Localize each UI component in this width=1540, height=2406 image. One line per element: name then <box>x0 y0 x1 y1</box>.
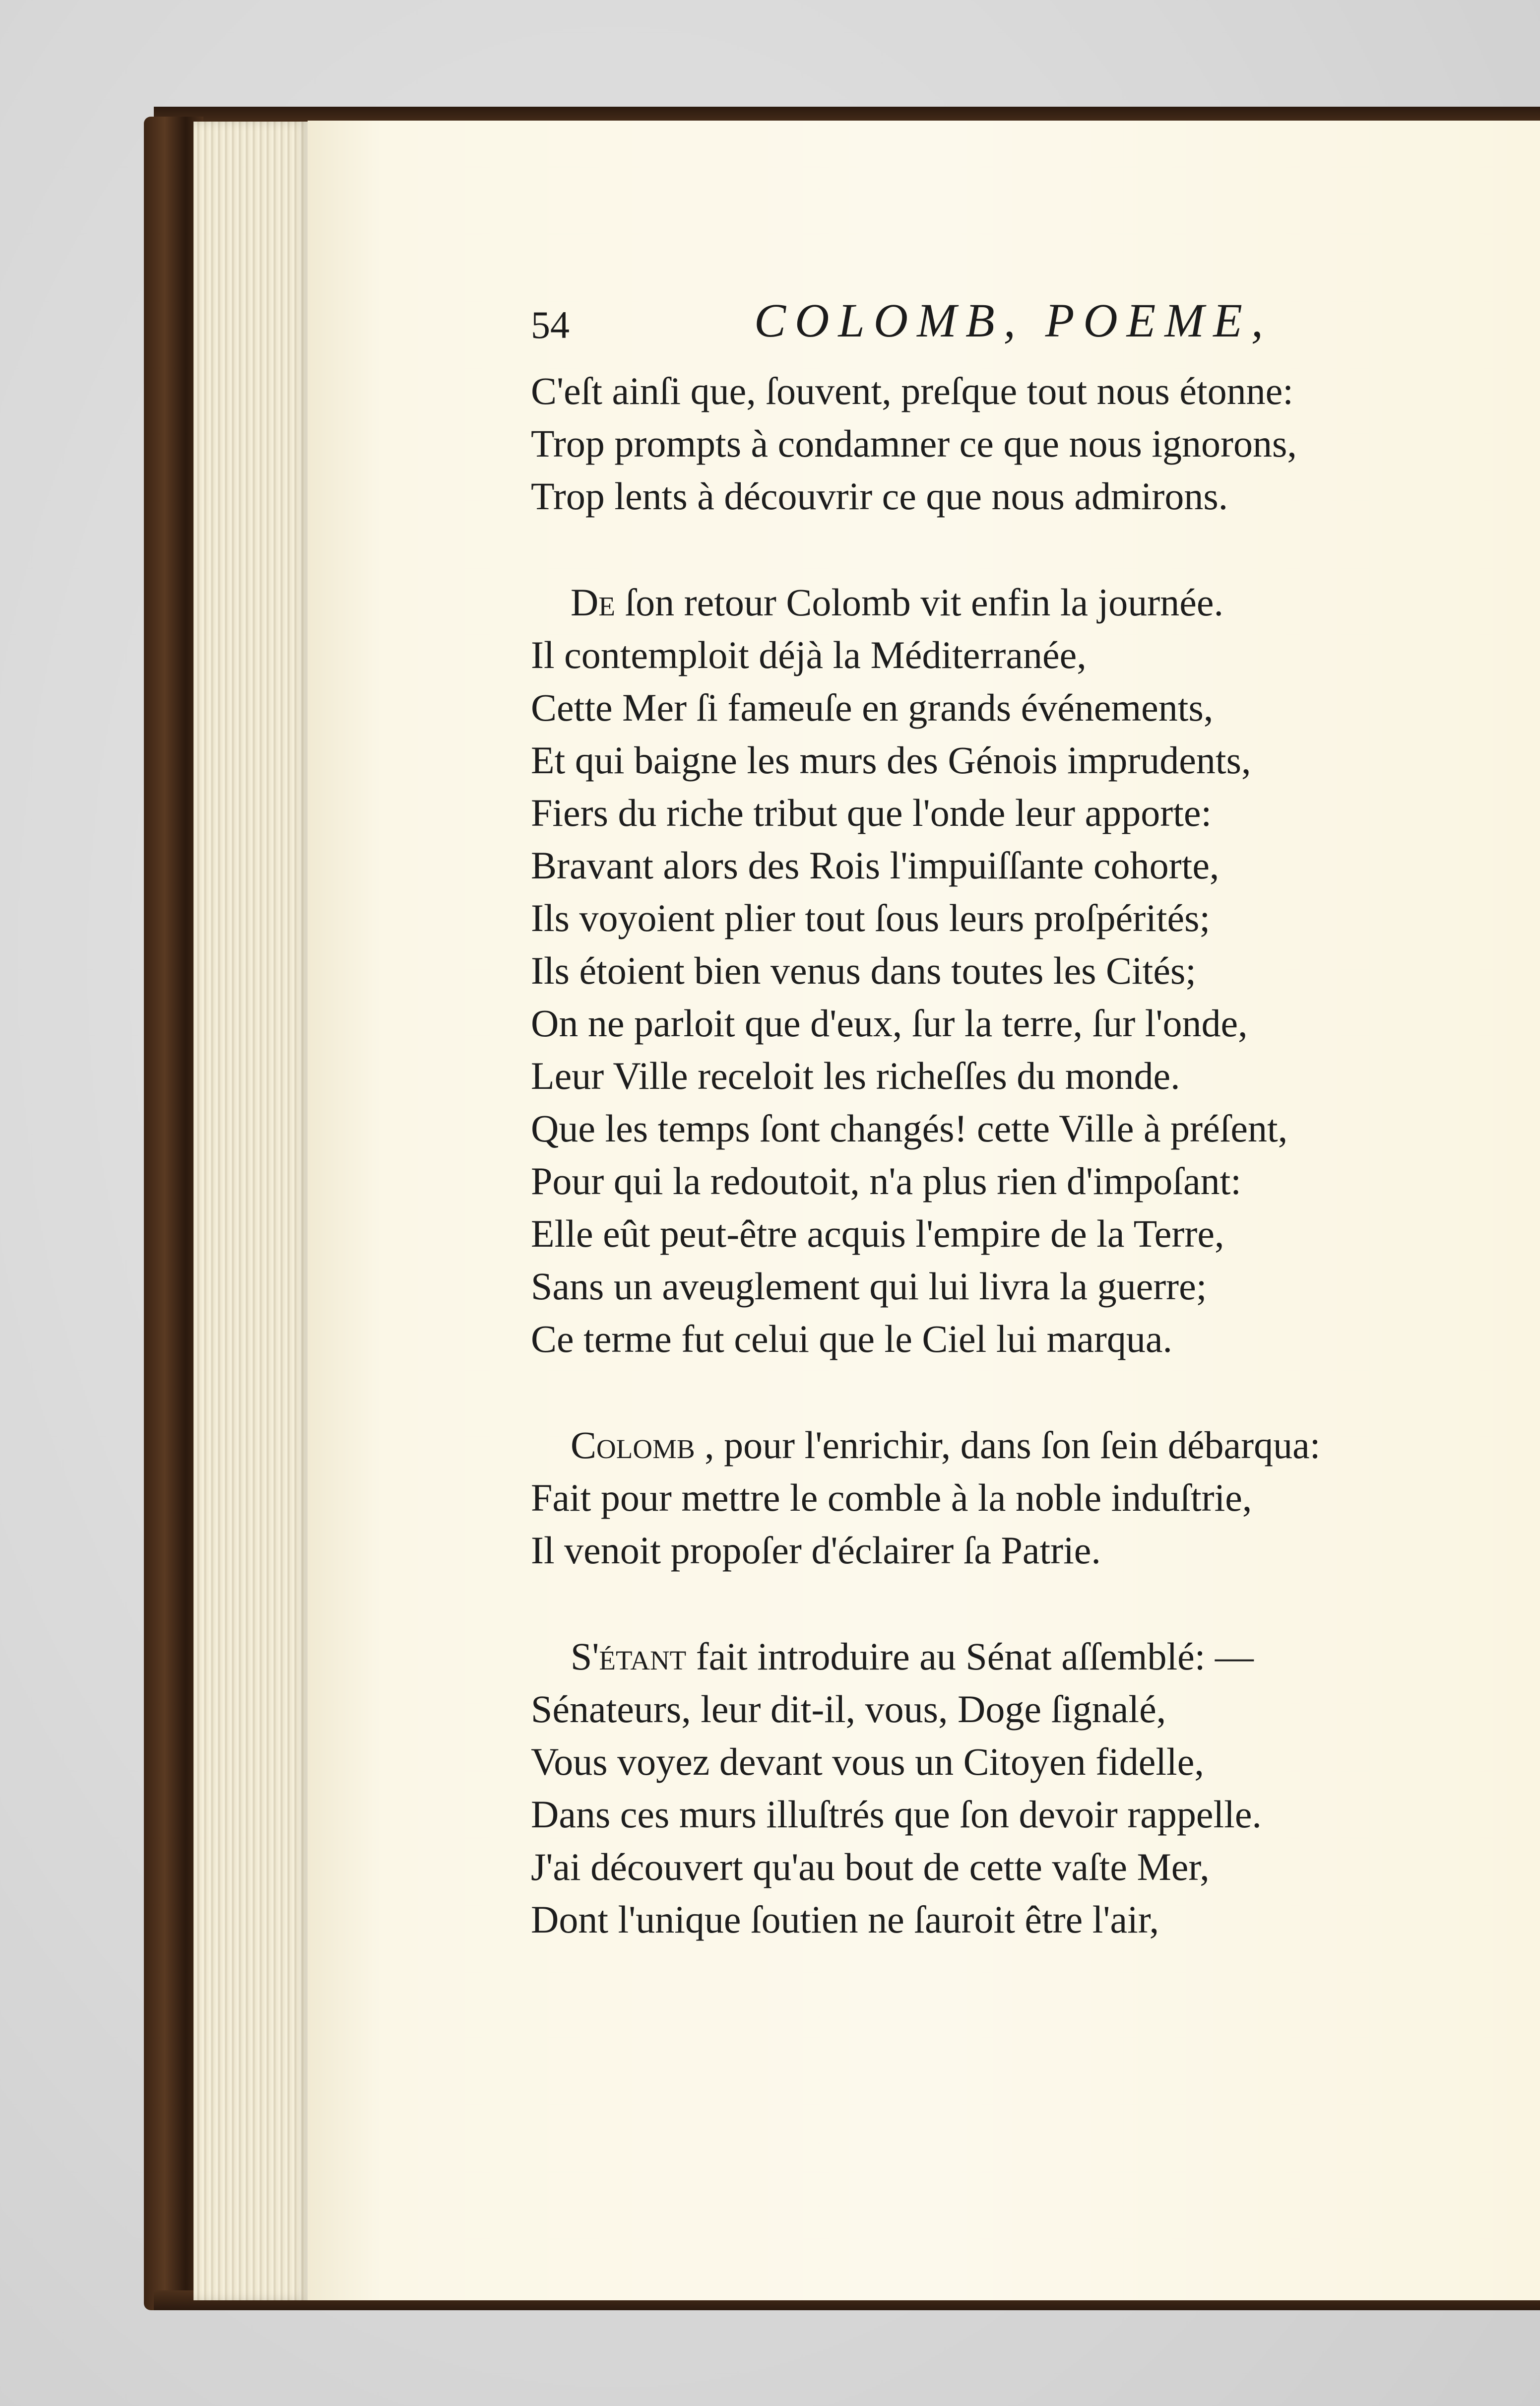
verse-line: J'ai découvert qu'au bout de cette vaſte Mer, <box>531 1845 1210 1888</box>
stanza-lead-word: S'étant <box>571 1635 687 1678</box>
verse-line: Vous voyez devant vous un Citoyen fidelle, <box>531 1740 1204 1783</box>
verse-line: Cette Mer ſi fameuſe en grands événements, <box>531 686 1214 729</box>
verse-line: Fait pour mettre le comble à la noble induſtrie, <box>531 1476 1252 1519</box>
stanza-1 <box>531 365 1503 523</box>
verse-line: Leur Ville receloit les richeſſes du monde. <box>531 1054 1180 1097</box>
verse-line <box>531 1419 1503 1471</box>
verse-line: Pour qui la redoutoit, n'a plus rien d'impoſant: <box>531 1159 1241 1203</box>
verse-line: Trop prompts à condamner ce que nous ignorons, <box>531 422 1297 465</box>
stanza-lead-word: De <box>571 581 615 624</box>
verse-line: Ce terme fut celui que le Ciel lui marqua. <box>531 1317 1173 1360</box>
stanza-gap <box>531 1365 1503 1419</box>
verse-line: Trop lents à découvrir ce que nous admirons. <box>531 474 1228 518</box>
verse-line: Il contemploit déjà la Méditerranée, <box>531 633 1087 676</box>
verse-line-text: , pour l'enrichir, dans ſon ſein débarqua: <box>695 1423 1321 1467</box>
stanza-lead-word: Colomb <box>571 1423 695 1467</box>
stanza-gap <box>531 1577 1503 1630</box>
verse-line <box>531 576 1503 629</box>
poem-text <box>531 365 1503 1946</box>
verse-line: Bravant alors des Rois l'impuiſſante cohorte, <box>531 844 1219 887</box>
verse-line: Dans ces murs illuſtrés que ſon devoir rappelle. <box>531 1793 1262 1836</box>
verse-line: Sans un aveuglement qui lui livra la guerre; <box>531 1265 1207 1308</box>
verse-line: Elle eût peut-être acquis l'empire de la Terre, <box>531 1212 1224 1255</box>
stanza-gap <box>531 523 1503 576</box>
stanza-3 <box>531 1419 1503 1577</box>
verse-line: Il venoit propoſer d'éclairer ſa Patrie. <box>531 1529 1101 1572</box>
verse-line: Et qui baigne les murs des Génois imprudents, <box>531 738 1251 782</box>
verse-line: C'eſt ainſi que, ſouvent, preſque tout nous étonne: <box>531 369 1293 412</box>
verse-line: Que les temps ſont changés! cette Ville à préſent, <box>531 1107 1288 1150</box>
verse-line: On ne parloit que d'eux, ſur la terre, ſur l'onde, <box>531 1002 1248 1045</box>
verse-line: Ils étoient bien venus dans toutes les Cités; <box>531 949 1196 992</box>
verse-line <box>531 1630 1503 1683</box>
page-title: COLOMB, POEME, <box>754 294 1272 347</box>
verse-line-text: fait introduire au Sénat aſſemblé: — <box>686 1635 1254 1678</box>
page-edges <box>193 122 308 2300</box>
verse-line: Ils voyoient plier tout ſous leurs proſpérités; <box>531 896 1211 939</box>
stanza-2 <box>531 576 1503 1365</box>
page-number: 54 <box>531 303 570 346</box>
verse-line: Fiers du riche tribut que l'onde leur apporte: <box>531 791 1212 834</box>
verse-line: Sénateurs, leur dit-il, vous, Doge ſignalé, <box>531 1687 1166 1731</box>
running-head <box>531 293 1424 357</box>
verse-line: Dont l'unique ſoutien ne ſauroit être l'air, <box>531 1898 1159 1941</box>
stanza-4 <box>531 1630 1503 1946</box>
verse-line-text: ſon retour Colomb vit enfin la journée. <box>615 581 1223 624</box>
